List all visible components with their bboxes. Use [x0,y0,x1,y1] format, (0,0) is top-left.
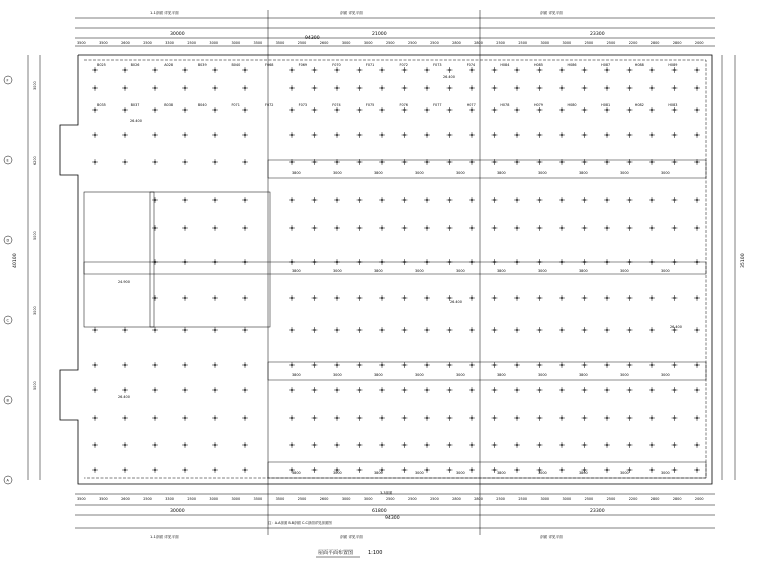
bottom-bay-dim: 3000 [540,497,550,501]
axis-bubble-label: F [6,78,9,83]
top-bay-dim: 2800 [474,41,483,45]
elevation-5: 24.900 [118,280,130,284]
column-label: H081 [601,103,611,107]
interior-span-dim: 3000 [661,269,670,273]
column-label: B039 [197,63,207,67]
axis-bubble-label: C [6,318,9,323]
top-bay-dim: 3000 [363,41,373,45]
top-bay-dim: 3500 [275,41,285,45]
top-bay-dim: 2200 [628,41,638,45]
section-note-2: 3-3剖面 [380,491,393,495]
column-label: B025 [97,63,106,67]
section-mark-top-3: 剖面 详见平面 [540,11,563,15]
interior-span-dim: 3000 [538,171,547,175]
bottom-bay-dim: 2500 [606,497,616,501]
column-label: F071 [231,103,240,107]
column-label: H082 [634,103,644,107]
bottom-bay-dim: 3000 [231,497,241,501]
interior-span-dim: 3000 [333,171,342,175]
column-label: F073 [298,103,308,107]
gutter-bands [84,160,706,478]
bottom-bay-dim: 2600 [121,497,130,501]
elevation-4: 26.400 [670,325,682,329]
column-label: H077 [466,103,476,107]
elevation-6: 26.400 [118,395,130,399]
column-label: H084 [500,63,510,67]
column-label: B026 [130,63,140,67]
axis-bubble-label: A [6,478,9,483]
interior-span-dim: 3000 [456,269,465,273]
bottom-bay-dim: 3500 [99,497,108,501]
bottom-bay-dim: 3500 [253,497,263,501]
interior-span-dim: 3000 [661,171,670,175]
bottom-bay-dim: 2500 [518,497,528,501]
top-bay-dim: 3500 [253,41,263,45]
bottom-bay-dim: 2500 [297,497,307,501]
right-total-dim: 35100 [741,253,746,268]
interior-span-dim: 3800 [497,373,506,377]
interior-span-dim: 3000 [620,171,629,175]
column-label: F072 [399,63,408,67]
elevation-1: 26.400 [130,119,142,123]
axis-bubble-label: B [6,398,9,403]
bottom-bay-dim: 2600 [319,497,329,501]
bottom-bay-dim: 3500 [275,497,285,501]
bottom-bay-dim: 3000 [341,497,351,501]
interior-span-dim: 3800 [292,471,301,475]
interior-span-dim: 3000 [620,373,629,377]
top-section-dim-1: 30000 [170,32,185,37]
column-label: H078 [500,103,510,107]
elevation-2: 26.400 [443,75,455,79]
column-label: A028 [164,63,174,67]
column-label: F074 [466,63,476,67]
top-bay-dim: 3000 [341,41,351,45]
bottom-section-dim-2: 61800 [372,509,387,514]
top-bay-dim: 2500 [297,41,307,45]
building-outline [60,55,712,484]
bottom-section-dim-1: 30000 [170,509,185,514]
top-bay-dim: 3500 [77,41,86,45]
interior-span-dim: 3000 [620,471,629,475]
bottom-bay-dim: 2500 [143,497,152,501]
drawing-scale: 1:100 [368,550,383,556]
bottom-bay-dim: 2500 [496,497,505,501]
column-label: F072 [265,103,274,107]
column-label: F077 [433,103,442,107]
interior-span-dim: 3000 [661,373,670,377]
column-label: B035 [97,103,106,107]
column-label: H083 [668,103,678,107]
top-bay-dim: 2500 [143,41,152,45]
top-bay-dim: 2800 [672,41,682,45]
top-bay-dim: 3000 [231,41,241,45]
left-side-dim: 5000 [33,231,37,240]
top-bay-dim: 2500 [518,41,528,45]
axis-bubble-label: E [6,158,9,163]
bottom-section-dim-3: 23300 [590,509,605,514]
left-total-dim: 40100 [13,253,18,268]
interior-span-dim: 3800 [374,269,383,273]
bottom-bay-dim: 3000 [209,497,219,501]
bottom-bay-dim: 2500 [584,497,594,501]
interior-span-dim: 3800 [579,373,588,377]
top-section-dim-3: 23300 [590,32,605,37]
top-bay-dim: 2500 [606,41,616,45]
bottom-bay-dim: 3000 [562,497,572,501]
bottom-bay-dim: 2800 [474,497,483,501]
bottom-bay-dim: 3000 [363,497,373,501]
left-side-dim: 5000 [33,381,37,390]
top-bay-dim: 3000 [540,41,550,45]
column-label: F075 [365,103,375,107]
bottom-bay-dim: 2500 [187,497,196,501]
elevation-3: 26.400 [450,300,462,304]
interior-span-dim: 3000 [415,471,424,475]
interior-span-dim: 3800 [374,373,383,377]
top-bay-dim: 2600 [121,41,130,45]
bottom-bay-dim: 2000 [694,497,704,501]
column-label: F069 [298,63,308,67]
left-side-dim: 3000 [33,81,37,90]
top-bay-dim: 2800 [650,41,660,45]
interior-span-dim: 3000 [333,373,342,377]
bottom-bay-dim: 3500 [77,497,86,501]
bottom-bay-dim: 2500 [408,497,417,501]
column-label: F073 [433,63,442,67]
drawing-title: 屋面平面布置图 [318,550,354,556]
bottom-bay-dim: 2800 [452,497,461,501]
top-bay-dim: 2500 [385,41,395,45]
column-label: F074 [332,103,341,107]
top-overall-dim: 94300 [305,36,320,41]
column-label: H087 [601,63,611,67]
interior-span-dim: 3000 [538,373,547,377]
top-bay-dim: 2500 [187,41,196,45]
section-mark-top-1: 1-1剖面 详见平面 [150,11,179,15]
top-bay-dim: 3000 [562,41,572,45]
top-bay-dim: 2500 [584,41,594,45]
bottom-bay-dim: 2200 [628,497,638,501]
interior-span-dim: 3800 [374,171,383,175]
top-bay-dim: 2000 [694,41,704,45]
interior-span-dim: 3800 [579,269,588,273]
interior-span-dim: 3000 [415,269,424,273]
interior-span-dim: 3800 [579,471,588,475]
interior-span-dim: 3800 [579,171,588,175]
interior-span-dim: 3000 [538,471,547,475]
interior-span-dim: 3000 [333,269,342,273]
column-label: F076 [399,103,408,107]
interior-span-dim: 3000 [456,373,465,377]
interior-span-dim: 3800 [497,471,506,475]
interior-span-dim: 3800 [497,269,506,273]
interior-span-dim: 3000 [415,171,424,175]
column-label: B038 [164,103,174,107]
bottom-bay-dim: 2800 [650,497,660,501]
column-label: B040 [231,63,241,67]
top-bay-dim: 2500 [408,41,417,45]
column-label: F070 [332,63,341,67]
section-note: 注：A-A剖面 B-B剖面 C-C剖面详见剖面图 [268,521,332,525]
interior-span-dim: 3800 [292,269,301,273]
column-label: H080 [567,103,577,107]
axis-bubble-label: D [6,238,10,243]
interior-span-dim: 3000 [333,471,342,475]
top-section-dim-2: 21000 [372,32,387,37]
column-label: H079 [533,103,543,107]
top-bay-dim: 3500 [99,41,108,45]
bottom-bay-dim: 2500 [430,497,439,501]
interior-span-dim: 3000 [456,171,465,175]
interior-span-dim: 3800 [497,171,506,175]
bottom-bay-dim: 2500 [385,497,395,501]
column-label: H088 [634,63,644,67]
top-bay-dim: 3300 [165,41,174,45]
top-bay-dim: 2500 [430,41,439,45]
left-side-dim: 3000 [33,306,37,315]
interior-span-dim: 3000 [620,269,629,273]
bottom-bay-dim: 2800 [672,497,682,501]
column-label: H086 [567,63,577,67]
section-mark-bottom-1: 1-1剖面 详见平面 [150,535,179,539]
top-bay-dim: 2500 [496,41,505,45]
interior-span-dim: 3800 [292,171,301,175]
top-bay-dim: 2800 [452,41,461,45]
bottom-bay-dim: 3300 [165,497,174,501]
bottom-overall-dim: 94300 [385,516,400,521]
interior-span-dim: 3800 [292,373,301,377]
column-label: F068 [265,63,274,67]
section-mark-bottom-2: 剖面 详见平面 [340,535,363,539]
section-mark-bottom-3: 剖面 详见平面 [540,535,563,539]
column-label: H089 [668,63,678,67]
interior-span-dim: 3000 [538,269,547,273]
section-mark-top-2: 剖面 详见平面 [340,11,363,15]
column-label: B037 [130,103,140,107]
interior-span-dim: 3000 [415,373,424,377]
top-bay-dim: 3000 [209,41,219,45]
top-bay-dim: 2600 [319,41,329,45]
column-label: H085 [533,63,543,67]
column-label: B040 [197,103,207,107]
interior-span-dim: 3000 [456,471,465,475]
left-side-dim: 6200 [33,156,37,165]
interior-span-dim: 3000 [661,471,670,475]
interior-span-dim: 3800 [374,471,383,475]
column-label: F071 [365,63,375,67]
